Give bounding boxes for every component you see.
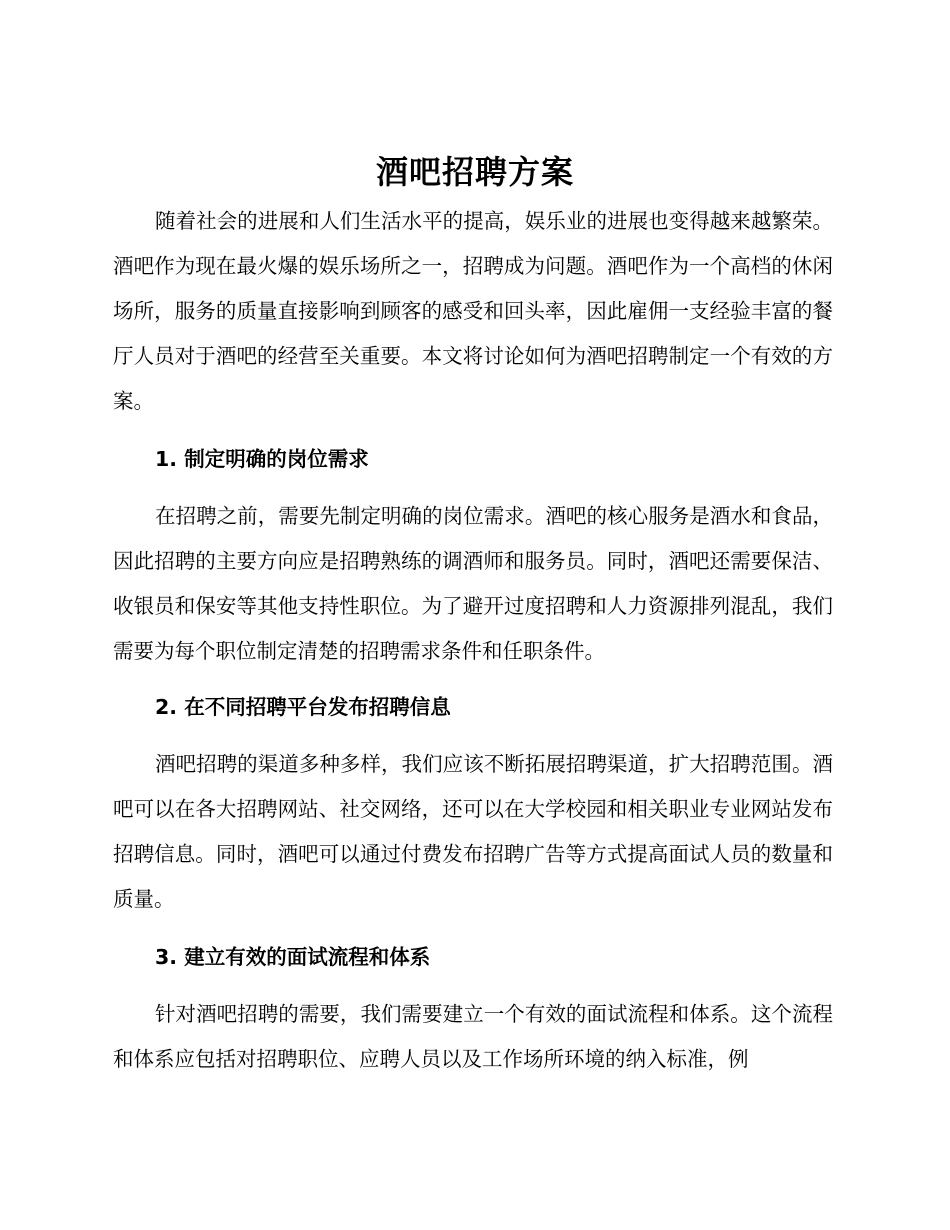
intro-paragraph: 随着社会的进展和人们生活水平的提高，娱乐业的进展也变得越来越繁荣。酒吧作为现在最火爆的娱乐场所之一，招聘成为问题。酒吧作为一个高档的休闲场所，服务的质量直接影响到顾客的感受和回头率，因此雇佣一支经验丰富的餐厅人员对于酒吧的经营至关重要。本文将讨论如何为酒吧招聘制定一个有效的方案。 bbox=[113, 209, 833, 413]
section-body-1: 在招聘之前，需要先制定明确的岗位需求。酒吧的核心服务是酒水和食品，因此招聘的主要方向应是招聘熟练的调酒师和服务员。同时，酒吧还需要保洁、收银员和保安等其他支持性职位。为了避开过度招聘和人力资源排列混乱，我们需要为每个职位制定清楚的招聘需求条件和任职条件。 bbox=[113, 504, 833, 663]
section-body-3: 针对酒吧招聘的需要，我们需要建立一个有效的面试流程和体系。这个流程和体系应包括对招聘职位、应聘人员以及工作场所环境的纳入标准，例 bbox=[113, 1002, 833, 1071]
section-heading-1: 1. 制定明确的岗位需求 bbox=[155, 447, 369, 471]
section-heading-2: 2. 在不同招聘平台发布招聘信息 bbox=[155, 695, 451, 719]
section-heading-3: 3. 建立有效的面试流程和体系 bbox=[155, 945, 431, 969]
document-title: 酒吧招聘方案 bbox=[375, 153, 574, 191]
section-body-2: 酒吧招聘的渠道多种多样，我们应该不断拓展招聘渠道，扩大招聘范围。酒吧可以在各大招聘网站、社交网络，还可以在大学校园和相关职业专业网站发布招聘信息。同时，酒吧可以通过付费发布招聘广告等方式提高面试人员的数量和质量。 bbox=[113, 752, 833, 911]
